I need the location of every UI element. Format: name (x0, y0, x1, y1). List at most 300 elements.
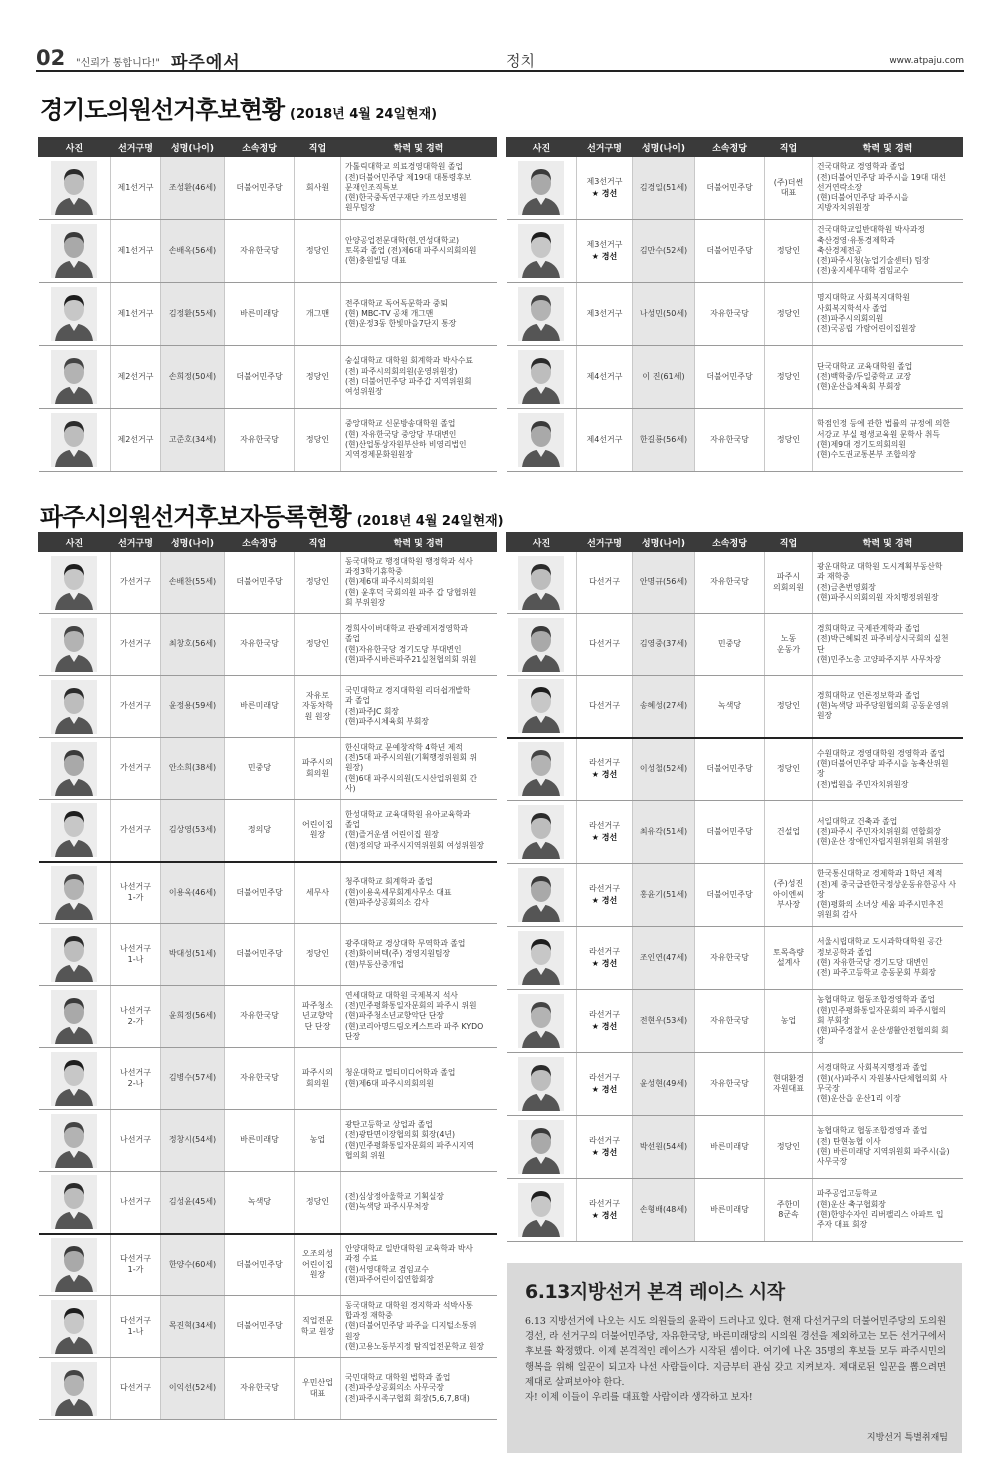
district-name: 다선거구 (120, 1383, 151, 1393)
occupation: 파주시의 회의원 (295, 1048, 341, 1110)
career-history: 경희대학교 국제관계학과 졸업 (전)박근혜퇴진 파주비상시국회의 실천 단 (현)민주노총 고양파주지부 사무차장 (813, 614, 963, 676)
party-name: 더불어민주당 (225, 157, 295, 220)
candidate-row (39, 986, 497, 1048)
candidate-photo-cell (39, 676, 111, 738)
candidate-photo (518, 805, 564, 859)
notice-title: 6.13지방선거 본격 레이스 시작 (525, 1281, 785, 1303)
occupation: 정당인 (295, 220, 341, 283)
candidate-row (39, 1296, 497, 1358)
candidate-photo (51, 1238, 97, 1292)
candidate-name: 최창호(56세) (161, 614, 225, 676)
career-history: 파주공업고등학교 (현)운산 축구협회장 (현)한양수자인 리버팰리스 아파트 입 주자 대표 회장 (813, 1179, 963, 1242)
page-number: 02 (36, 46, 66, 70)
occupation: 오조의성 어린이집 원장 (295, 1234, 341, 1296)
party-name: 더불어민주당 (695, 738, 765, 801)
column-header: 사진 (507, 533, 577, 552)
column-header: 소속정당 (695, 138, 765, 157)
candidate-photo-cell (507, 1053, 577, 1116)
candidate-photo-cell (39, 924, 111, 986)
career-history: (전)심상정아울학교 기획실장 (현)녹색당 파주시무처장 (341, 1172, 497, 1234)
column-header: 사진 (507, 138, 577, 157)
newspaper-logo: 파주에서 (171, 53, 241, 73)
candidate-row (507, 220, 963, 283)
party-name: 자유한국당 (695, 1053, 765, 1116)
candidate-photo (518, 413, 564, 467)
occupation: 노동 운동가 (765, 614, 813, 676)
district-name: 가선거구 (120, 639, 151, 649)
career-history: 동국대학교 행정대학원 행정학과 석사 과정3학기휴학중 (현)제6대 파주시의회의원 (현) 윤후덕 국회의원 파주 갑 당협위원 회 부위원장 (341, 552, 497, 614)
candidate-row (39, 800, 497, 862)
district-cell (111, 552, 161, 614)
column-header: 사진 (39, 138, 111, 157)
district-cell (577, 676, 633, 738)
column-header: 직업 (765, 533, 813, 552)
candidate-name: 최유각(51세) (633, 801, 695, 864)
party-name: 바른미래당 (225, 283, 295, 346)
column-header: 성명(나이) (633, 533, 695, 552)
career-history: 국민대학교 대학원 법학과 졸업 (전)파주상공회의소 사무국장 (전)파주시족구협회 회장(5,6,7,8대) (341, 1358, 497, 1420)
candidate-photo-cell (39, 738, 111, 800)
career-history: 숭실대학교 대학원 회계학과 박사수료 (전) 파주시의회의원(운영위원장) (전) 더불어민주당 파주갑 지역위원회 여성위원장 (341, 346, 497, 409)
party-name: 정의당 (225, 800, 295, 862)
candidate-name: 안소희(38세) (161, 738, 225, 800)
occupation: 세무사 (295, 862, 341, 924)
party-name: 자유한국당 (225, 1048, 295, 1110)
career-history: 청주대학교 회계학과 졸업 (현)이용욱세무회계사무소 대표 (현)파주상공회의소 감사 (341, 862, 497, 924)
district-cell (577, 1053, 633, 1116)
district-cell (577, 409, 633, 472)
candidate-photo-cell (39, 220, 111, 283)
candidate-photo (51, 803, 97, 857)
primary-election-badge: ★ 경선 (591, 1148, 618, 1157)
candidate-row (39, 1172, 497, 1234)
candidate-photo-cell (507, 346, 577, 409)
candidate-photo-cell (507, 801, 577, 864)
party-name: 더불어민주당 (225, 552, 295, 614)
candidate-name: 목진혁(34세) (161, 1296, 225, 1358)
candidate-name: 정창시(54세) (161, 1110, 225, 1172)
candidate-photo-cell (507, 738, 577, 801)
candidate-name: 박선원(54세) (633, 1116, 695, 1179)
party-name: 바른미래당 (225, 676, 295, 738)
party-name: 더불어민주당 (225, 924, 295, 986)
column-header: 선거구명 (111, 138, 161, 157)
candidate-name: 고준호(34세) (161, 409, 225, 472)
career-history: 한국통신대학교 경제학과 1학년 제적 (전)제 중국급관한국정상운동유한공사 사 장 (현)평화의 소녀상 세움 파주시민추진 위원회 감사 (813, 864, 963, 927)
party-name: 더불어민주당 (695, 801, 765, 864)
occupation: 정당인 (765, 409, 813, 472)
career-history: 광주대학교 경상대학 무역학과 졸업 (전)화이버텍(주) 경영지원팀장 (현)부동산중개업 (341, 924, 497, 986)
candidate-photo-cell (507, 927, 577, 990)
district-name: 제1선거구 (117, 308, 154, 318)
occupation: 정당인 (765, 346, 813, 409)
candidate-photo (518, 161, 564, 215)
district-cell (111, 1110, 161, 1172)
candidate-photo (51, 161, 97, 215)
candidate-row (39, 614, 497, 676)
party-name: 더불어민주당 (695, 864, 765, 927)
district-cell (577, 990, 633, 1053)
district-cell (111, 1234, 161, 1296)
district-name: 가선거구 (120, 577, 151, 587)
candidate-photo (51, 990, 97, 1044)
career-history: 청운대학교 멀티미디어학과 졸업 (현)제6대 파주시의회의원 (341, 1048, 497, 1110)
district-name: 제3선거구 (586, 239, 623, 249)
candidate-photo (518, 556, 564, 610)
district-name: 다선거구 1-가 (120, 1254, 151, 1274)
district-name: 제2선거구 (117, 434, 154, 444)
district-name: 다선거구 (589, 639, 620, 649)
district-cell (111, 1358, 161, 1420)
candidate-row (39, 738, 497, 800)
occupation: 정당인 (295, 409, 341, 472)
party-name: 더불어민주당 (225, 346, 295, 409)
candidate-photo (518, 1057, 564, 1111)
career-history: 건국대학교 경영학과 졸업 (전)더불어민주당 파주시을 19대 대선 선거연락소장 (현)더불어민주당 파주시을 지방자치위원장 (813, 157, 963, 220)
occupation: 회사원 (295, 157, 341, 220)
candidate-photo-cell (39, 283, 111, 346)
candidate-row (507, 157, 963, 220)
district-name: 나선거구 1-가 (120, 882, 151, 902)
district-cell (111, 862, 161, 924)
candidate-row (507, 283, 963, 346)
district-name: 제2선거구 (117, 371, 154, 381)
candidate-name: 김만수(52세) (633, 220, 695, 283)
column-header: 소속정당 (225, 138, 295, 157)
party-name: 자유한국당 (225, 409, 295, 472)
career-history: 전주대학교 독어독문학과 중퇴 (현) MBC-TV 공채 개그맨 (현)운정3동 한빛마을7단지 통장 (341, 283, 497, 346)
column-header: 직업 (295, 138, 341, 157)
career-history: 안양대학교 일반대학원 교육학과 박사 과정 수료 (현)서영대학교 겸임교수 (현)파주어린이집연합회장 (341, 1234, 497, 1296)
career-history: 농협대학교 협동조합경영과 졸업 (전) 탄현농협 이사 (현) 바른미래당 지역위원회 파주시(을) 사무국장 (813, 1116, 963, 1179)
occupation: 토목측량 설계사 (765, 927, 813, 990)
candidate-name: 김정환(55세) (161, 283, 225, 346)
district-name: 가선거구 (120, 825, 151, 835)
candidate-photo-cell (507, 220, 577, 283)
party-name: 자유한국당 (695, 927, 765, 990)
district-name: 나선거구 2-가 (120, 1006, 151, 1026)
district-cell (111, 924, 161, 986)
party-name: 민중당 (225, 738, 295, 800)
gyeonggi-date: (2018년 4월 24일현재) (290, 107, 438, 122)
gyeonggi-table-right (506, 137, 963, 472)
candidate-name: 손배옥(56세) (161, 220, 225, 283)
candidate-photo-cell (39, 157, 111, 220)
district-name: 라선거구 (589, 946, 620, 956)
district-cell (577, 801, 633, 864)
candidate-row (507, 346, 963, 409)
candidate-row (507, 801, 963, 864)
candidate-photo (51, 1114, 97, 1168)
occupation: (주)더썬 대표 (765, 157, 813, 220)
occupation: 농업 (295, 1110, 341, 1172)
candidate-row (507, 1179, 963, 1242)
candidate-row (39, 862, 497, 924)
district-name: 라선거구 (589, 757, 620, 767)
column-header: 선거구명 (111, 533, 161, 552)
district-name: 제1선거구 (117, 182, 154, 192)
candidate-photo-cell (39, 1234, 111, 1296)
district-cell (577, 927, 633, 990)
primary-election-badge: ★ 경선 (591, 770, 618, 780)
candidate-row (507, 927, 963, 990)
career-history: 농협대학교 협동조합경영학과 졸업 (현)민주평화통일자문회의 파주시협의 회 부회장 (현)파주경찰서 운산생활안전협의회 회 장 (813, 990, 963, 1053)
career-history: 광운대학교 대학원 도시계획부동산학 과 재학중 (전)금촌번영회장 (현)파주시의회의원 자치행정위원장 (813, 552, 963, 614)
notice-body: 6.13 지방선거에 나오는 시도 의원들의 윤곽이 드러나고 있다. 현재 다선거구의 더불어민주당의 도의원 경선, 라 선거구의 더불어민주당, 자유한국당, 바른미래당의 시의원 경선을 제외하고는 모든 선거구에서 후보를 확정했다. 이제 본격적인 레이스가 시작된 셈이다. 여기에 나온 35명의 후보들 모두 파주시민의 행복을 위해 일꾼이 되고자 나선 사람들이다. 지금부터 관심 갖고 지켜보자. 제대로된 일꾼을 뽑으려면 제대로 살펴보아야 한다. 자! 이제 이들이 우리를 대표할 사람이라 생각하고 보자! (525, 1316, 946, 1404)
candidate-name: 손배찬(55세) (161, 552, 225, 614)
occupation: 정당인 (765, 1116, 813, 1179)
candidate-name: 이익선(52세) (161, 1358, 225, 1420)
district-cell (111, 800, 161, 862)
occupation: 정당인 (765, 676, 813, 738)
candidate-photo-cell (39, 552, 111, 614)
primary-election-badge: ★ 경선 (591, 1211, 618, 1220)
occupation: 정당인 (295, 552, 341, 614)
candidate-photo-cell (39, 986, 111, 1048)
occupation: 건설업 (765, 801, 813, 864)
candidate-name: 김상영(53세) (161, 800, 225, 862)
column-header: 학력 및 경력 (813, 533, 963, 552)
candidate-photo-cell (39, 409, 111, 472)
party-name: 바른미래당 (695, 1179, 765, 1242)
district-cell (111, 1172, 161, 1234)
candidate-name: 윤정용(59세) (161, 676, 225, 738)
district-name: 다선거구 (589, 701, 620, 711)
occupation: 정당인 (295, 614, 341, 676)
district-cell (111, 157, 161, 220)
candidate-photo (51, 1052, 97, 1106)
candidate-photo (518, 868, 564, 922)
career-history: 서경대학교 사회복지행정과 졸업 (현)(사)파주시 자원봉사단체협의회 사 무국장 (현)운산읍 운산1리 이장 (813, 1053, 963, 1116)
gyeonggi-title: 경기도의원선거후보현황 (40, 96, 285, 124)
notice-byline: 지방선거 특별취재팀 (866, 1433, 948, 1443)
candidate-row (507, 409, 963, 472)
district-cell (577, 157, 633, 220)
district-cell (111, 220, 161, 283)
candidate-photo (51, 413, 97, 467)
candidate-photo-cell (507, 409, 577, 472)
candidate-photo (518, 1183, 564, 1237)
district-cell (577, 1179, 633, 1242)
column-header: 사진 (39, 533, 111, 552)
party-name: 자유한국당 (225, 220, 295, 283)
district-name: 가선거구 (120, 701, 151, 711)
candidate-photo (518, 287, 564, 341)
candidate-name: 송혜성(27세) (633, 676, 695, 738)
party-name: 자유한국당 (695, 409, 765, 472)
candidate-name: 한양수(60세) (161, 1234, 225, 1296)
candidate-row (507, 738, 963, 801)
district-name: 나선거구 (120, 1135, 151, 1145)
career-history: 안양공업전문대학(현,연성대학교) 토목과 졸업 (전)제6대 파주시의회의원 (현)충원빌딩 대표 (341, 220, 497, 283)
candidate-row (39, 346, 497, 409)
district-name: 가선거구 (120, 763, 151, 773)
primary-election-badge: ★ 경선 (591, 896, 618, 905)
column-header: 성명(나이) (633, 138, 695, 157)
candidate-photo-cell (39, 1110, 111, 1172)
column-header: 선거구명 (577, 138, 633, 157)
candidate-name: 나성민(50세) (633, 283, 695, 346)
candidate-photo (51, 866, 97, 920)
candidate-row (39, 924, 497, 986)
district-name: 제1선거구 (117, 245, 154, 255)
candidate-photo (51, 680, 97, 734)
party-name: 자유한국당 (695, 990, 765, 1053)
candidate-photo-cell (39, 614, 111, 676)
candidate-row (507, 864, 963, 927)
career-history: 한신대학교 문예창작학 4학년 제적 (전)5대 파주시의원(기획행정위원회 위 원장) (현)6대 파주시의원(도시산업위원회 간 사) (341, 738, 497, 800)
party-name: 녹색당 (695, 676, 765, 738)
occupation: 정당인 (295, 1172, 341, 1234)
candidate-photo (51, 556, 97, 610)
candidate-name: 이용욱(46세) (161, 862, 225, 924)
district-cell (577, 552, 633, 614)
candidate-photo (51, 287, 97, 341)
career-history: 학점인정 등에 관한 법률의 규정에 의한 서강교 부실 평생교육원 문학사 취득 (현)제9대 경기도의회의원 (현)수도권교통본부 조합의장 (813, 409, 963, 472)
occupation: 파주시의 회의원 (295, 738, 341, 800)
column-header: 소속정당 (695, 533, 765, 552)
candidate-name: 손형배(48세) (633, 1179, 695, 1242)
party-name: 더불어민주당 (225, 1234, 295, 1296)
district-cell (577, 346, 633, 409)
candidate-photo-cell (39, 1358, 111, 1420)
career-history: 건국대학교일반대학원 박사과정 축산경영·유통경제학과 축산경제전공 (전)파주시청(농업기술센터) 팀장 (전)웅지세무대학 겸임교수 (813, 220, 963, 283)
website-url[interactable]: www.atpaju.com (889, 56, 964, 66)
district-cell (111, 283, 161, 346)
column-header: 성명(나이) (161, 138, 225, 157)
candidate-photo-cell (39, 1296, 111, 1358)
candidate-photo (518, 350, 564, 404)
candidate-photo-cell (39, 862, 111, 924)
district-name: 제4선거구 (586, 434, 623, 444)
occupation: 정당인 (295, 346, 341, 409)
career-history: 수원대학교 경영대학원 경영학과 졸업 (현)더불어민주당 파주시을 농축산위원 장 (전)법원읍 주민자치위원장 (813, 738, 963, 801)
district-name: 나선거구 2-나 (120, 1068, 151, 1088)
candidate-name: 윤희정(56세) (161, 986, 225, 1048)
slogan: "신뢰가 통합니다!" (76, 58, 161, 69)
occupation: 정당인 (295, 924, 341, 986)
occupation: 어린이집 원장 (295, 800, 341, 862)
career-history: 중앙대학교 신문방송대학원 졸업 (현) 자유한국당 중앙당 부대변인 (현)산업통상자원부산하 비영리법인 지역경제문화원원장 (341, 409, 497, 472)
party-name: 자유한국당 (695, 283, 765, 346)
candidate-row (39, 220, 497, 283)
column-header: 학력 및 경력 (341, 138, 497, 157)
candidate-photo-cell (507, 614, 577, 676)
candidate-photo-cell (39, 346, 111, 409)
candidate-name: 조성환(46세) (161, 157, 225, 220)
candidate-photo (518, 224, 564, 278)
district-name: 라선거구 (589, 1009, 620, 1019)
career-history: 경희사이버대학교 관광레저경영학과 졸업 (현)자유한국당 경기도당 부대변인 (현)파주시바른파주21실천협의회 위원 (341, 614, 497, 676)
candidate-photo (518, 679, 564, 733)
occupation: 자유로 자동차학 원 원장 (295, 676, 341, 738)
masthead (36, 46, 964, 72)
candidate-photo-cell (507, 1116, 577, 1179)
candidate-row (39, 1048, 497, 1110)
candidate-row (39, 552, 497, 614)
district-cell (111, 986, 161, 1048)
candidate-photo-cell (507, 990, 577, 1053)
candidate-photo (51, 1300, 97, 1354)
district-cell (577, 864, 633, 927)
district-name: 라선거구 (589, 820, 620, 830)
career-history: 가톨릭대학교 의료경영대학원 졸업 (전)더불어민주당 제19대 대통령후보 문재인조직특보 (현)한국중독연구재단 카프성모병원 원무팀장 (341, 157, 497, 220)
candidate-row (39, 1358, 497, 1420)
candidate-row (39, 1234, 497, 1296)
party-name: 더불어민주당 (695, 157, 765, 220)
candidate-photo-cell (507, 676, 577, 738)
district-name: 제3선거구 (586, 308, 623, 318)
pajusi-date: (2018년 4월 24일현재) (356, 514, 504, 529)
candidate-row (507, 676, 963, 738)
column-header: 직업 (765, 138, 813, 157)
candidate-row (39, 1110, 497, 1172)
column-header: 직업 (295, 533, 341, 552)
district-name: 나선거구 (120, 1197, 151, 1207)
district-name: 라선거구 (589, 883, 620, 893)
candidate-photo (51, 742, 97, 796)
district-name: 나선거구 1-나 (120, 944, 151, 964)
career-history: 서일대학교 건축과 졸업 (전)파주시 주민자치위원회 연합회장 (현)운산 장애인자립지원위원회 위원장 (813, 801, 963, 864)
district-cell (111, 409, 161, 472)
candidate-photo (518, 994, 564, 1048)
career-history: 단국대학교 교육대학원 졸업 (전)백학중/두일중학교 교장 (현)운산읍체육회 부회장 (813, 346, 963, 409)
occupation: 정당인 (765, 283, 813, 346)
occupation: 정당인 (765, 220, 813, 283)
district-name: 라선거구 (589, 1072, 620, 1082)
primary-election-badge: ★ 경선 (591, 1085, 618, 1094)
candidate-name: 한길룡(56세) (633, 409, 695, 472)
column-header: 학력 및 경력 (341, 533, 497, 552)
occupation: 파주시 의회의원 (765, 552, 813, 614)
occupation: 농업 (765, 990, 813, 1053)
column-header: 학력 및 경력 (813, 138, 963, 157)
candidate-photo (51, 1362, 97, 1416)
party-name: 민중당 (695, 614, 765, 676)
candidate-row (39, 409, 497, 472)
candidate-photo (518, 618, 564, 672)
district-name: 다선거구 (589, 577, 620, 587)
party-name: 더불어민주당 (695, 220, 765, 283)
candidate-name: 김성윤(45세) (161, 1172, 225, 1234)
candidate-photo (518, 742, 564, 796)
candidate-row (39, 676, 497, 738)
gyeonggi-table-left (38, 137, 497, 472)
district-name: 제3선거구 (586, 176, 623, 186)
career-history: 명지대학교 사회복지대학원 사회복지학석사 졸업 (전)파주시의회의원 (전)국공립 가람어린이집원장 (813, 283, 963, 346)
candidate-photo-cell (507, 283, 577, 346)
district-cell (577, 614, 633, 676)
election-notice-box (507, 1263, 962, 1453)
candidate-name: 전현우(53세) (633, 990, 695, 1053)
candidate-name: 홍윤기(51세) (633, 864, 695, 927)
candidate-photo-cell (507, 864, 577, 927)
occupation: (주)성진 아이엔씨 부사장 (765, 864, 813, 927)
column-header: 성명(나이) (161, 533, 225, 552)
career-history: 광탄고등학교 상업과 졸업 (전)광탄면이장협의회 회장(4년) (현)민주평화통일자문회의 파주시지역 협의회 위원 (341, 1110, 497, 1172)
district-cell (577, 1116, 633, 1179)
candidate-row (507, 1116, 963, 1179)
career-history: 한성대학교 교육대학원 유아교육학과 졸업 (현)즐거운샘 어린이집 원장 (현)정의당 파주시지역위원회 여성위원장 (341, 800, 497, 862)
candidate-row (507, 990, 963, 1053)
party-name: 더불어민주당 (695, 346, 765, 409)
candidate-name: 박대성(51세) (161, 924, 225, 986)
gyeonggi-section-title (40, 90, 437, 125)
career-history: 경희대학교 언론정보학과 졸업 (현)녹색당 파주당원협의회 공동운영위 원장 (813, 676, 963, 738)
party-name: 바른미래당 (225, 1110, 295, 1172)
district-cell (111, 614, 161, 676)
pajusi-table-right (506, 532, 963, 1242)
